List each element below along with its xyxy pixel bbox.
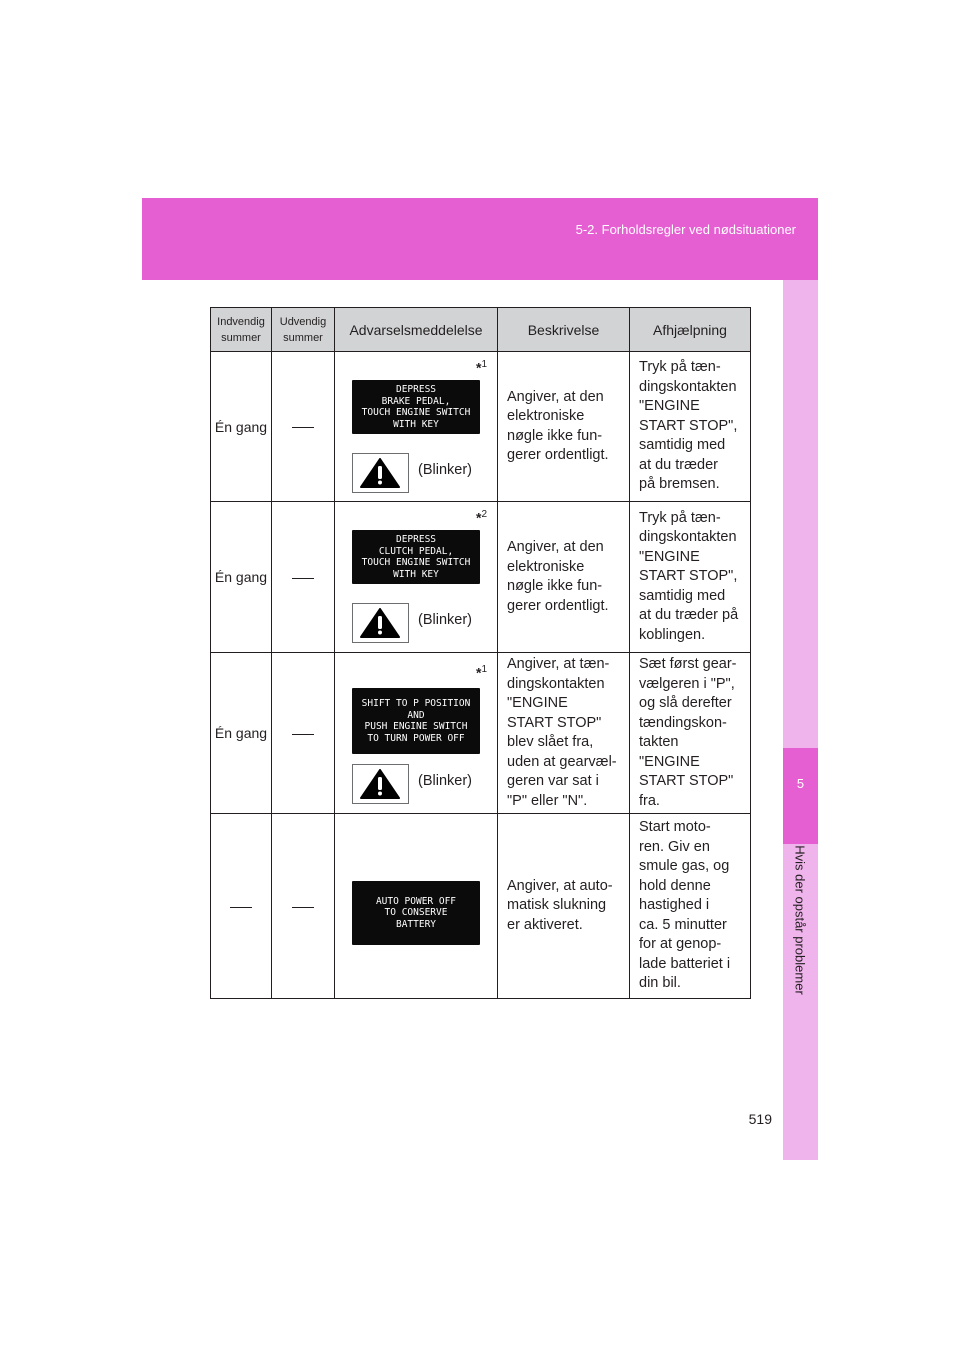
- table-row: [211, 814, 751, 999]
- page-number: 519: [748, 1111, 772, 1127]
- description-cell: Angiver, at tæn- dingskontakten "ENGINE START STOP" blev slået fra, uden at gearvæl- geren var sat i "P" eller "N".: [498, 653, 630, 814]
- outside-buzzer-cell: [272, 653, 335, 814]
- warning-display-panel: DEPRESS CLUTCH PEDAL, TOUCH ENGINE SWITCH WITH KEY: [352, 530, 480, 584]
- outside-buzzer-cell: [272, 352, 335, 502]
- blinker-label: (Blinker): [418, 773, 472, 789]
- warning-icon: [352, 603, 409, 643]
- message-cell: [335, 502, 498, 653]
- description-cell: Angiver, at den elektroniske nøgle ikke fun- gerer ordentligt.: [498, 502, 630, 653]
- warning-table: [210, 307, 751, 999]
- header-outside-buzzer: Udvendig summer: [272, 308, 335, 352]
- blinker-label: (Blinker): [418, 612, 472, 628]
- remedy-cell: Sæt først gear- vælgeren i "P", og slå derefter tændingskon- takten "ENGINE START STOP" fra.: [630, 653, 751, 814]
- header-message: Advarselsmeddelelse: [335, 308, 498, 352]
- inside-buzzer-cell: [211, 814, 272, 999]
- blinker-label: (Blinker): [418, 462, 472, 478]
- warning-display-panel: DEPRESS BRAKE PEDAL, TOUCH ENGINE SWITCH WITH KEY: [352, 380, 480, 434]
- inside-buzzer-cell: Én gang: [211, 502, 272, 653]
- outside-buzzer-cell: [272, 502, 335, 653]
- inside-buzzer-cell: Én gang: [211, 352, 272, 502]
- chapter-number: 5: [796, 776, 805, 791]
- header-inside-buzzer: Indvendig summer: [211, 308, 272, 352]
- dash-mark: [292, 734, 314, 735]
- inside-buzzer-cell: Én gang: [211, 653, 272, 814]
- description-cell: Angiver, at den elektroniske nøgle ikke fun- gerer ordentligt.: [498, 352, 630, 502]
- remedy-cell: Start moto- ren. Giv en smule gas, og hold denne hastighed i ca. 5 minutter for at genop- lade batteriet i din bil.: [630, 814, 751, 999]
- warning-display-panel: SHIFT TO P POSITION AND PUSH ENGINE SWITCH TO TURN POWER OFF: [352, 688, 480, 754]
- dash-mark: [230, 907, 252, 908]
- table-row: [211, 653, 751, 814]
- header-band: [142, 198, 818, 280]
- message-cell: [335, 814, 498, 999]
- outside-buzzer-cell: [272, 814, 335, 999]
- message-cell: [335, 352, 498, 502]
- footnote-marker: *$^1$: [475, 359, 487, 376]
- warning-icon: [352, 764, 409, 804]
- description-cell: Angiver, at auto- matisk slukning er aktiveret.: [498, 814, 630, 999]
- dash-mark: [292, 427, 314, 428]
- side-tab: [783, 280, 818, 1160]
- dash-mark: [292, 907, 314, 908]
- message-cell: [335, 653, 498, 814]
- section-title: 5-2. Forholdsregler ved nødsituationer: [575, 222, 796, 237]
- warning-icon: [352, 453, 409, 493]
- header-description: Beskrivelse: [498, 308, 630, 352]
- footnote-marker: *$^1$: [475, 664, 487, 681]
- header-remedy: Afhjælpning: [630, 308, 751, 352]
- remedy-cell: Tryk på tæn- dingskontakten "ENGINE START STOP", samtidig med at du træder på koblingen.: [630, 502, 751, 653]
- side-tab-chapter: [783, 748, 818, 844]
- footnote-marker: *$^2$: [475, 509, 487, 526]
- warning-display-panel: AUTO POWER OFF TO CONSERVE BATTERY: [352, 881, 480, 945]
- table-row: [211, 352, 751, 502]
- table-header-row: [211, 308, 751, 352]
- remedy-cell: Tryk på tæn- dingskontakten "ENGINE START STOP", samtidig med at du træder på bremsen.: [630, 352, 751, 502]
- chapter-label: Hvis der opstår problemer: [792, 845, 808, 995]
- table-row: [211, 502, 751, 653]
- dash-mark: [292, 578, 314, 579]
